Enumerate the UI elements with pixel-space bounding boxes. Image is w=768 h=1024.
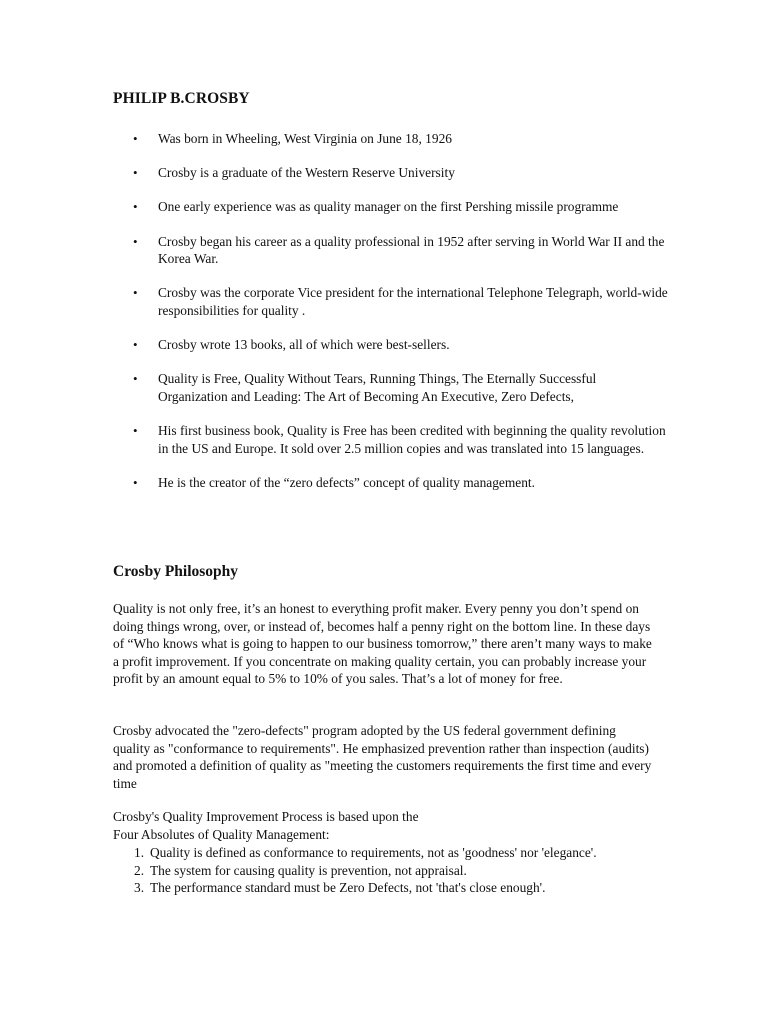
list-item (0, 233, 768, 268)
list-item-text: Quality is defined as conformance to requirements, not as 'goodness' nor 'elegance'. (150, 845, 597, 860)
list-item (0, 164, 768, 182)
philosophy-paragraph: Quality is not only free, it’s an honest to everything profit maker. Every penny you don’t spend on doing things wrong, over, or instead of, becomes half a penny right on the bottom line. In these days of “Who knows what is going to happen to our business tomorrow,” there aren’t many ways to make a profit improvement. If you concentrate on making quality certain, you can probably increase your profit by an amount equal to 5% to 10% of you sales. That’s a lot of money for free. (113, 601, 652, 687)
list-number: 3. (134, 880, 145, 896)
list-item-text: The system for causing quality is prevention, not appraisal. (150, 862, 467, 878)
list-item-text: Crosby is a graduate of the Western Reserve University (158, 165, 455, 181)
page-title: PHILIP B.CROSBY (113, 90, 250, 107)
list-item (0, 284, 768, 319)
absolutes-list (113, 844, 673, 897)
bullet-icon: • (133, 199, 138, 215)
list-item (0, 130, 768, 148)
bullet-icon: • (133, 131, 138, 146)
list-number: 1. (134, 845, 145, 860)
list-number: 2. (134, 862, 145, 878)
list-item-text: Crosby wrote 13 books, all of which were best-sellers. (158, 337, 450, 353)
bullet-icon: • (133, 285, 138, 301)
list-item-text: Was born in Wheeling, West Virginia on June 18, 1926 (158, 131, 452, 146)
list-item (0, 336, 768, 354)
list-item-text: Quality is Free, Quality Without Tears, Running Things, The Eternally Successful Organization and Leading: The Art of Becoming An Executive, Zero Defects, (158, 371, 597, 404)
bullet-icon: • (133, 337, 138, 353)
list-item-text: He is the creator of the “zero defects” concept of quality management. (158, 474, 535, 490)
list-item-text: The performance standard must be Zero Defects, not 'that's close enough'. (150, 880, 546, 896)
bullet-icon: • (133, 165, 138, 181)
list-item-text: Crosby began his career as a quality professional in 1952 after serving in World War II and the Korea War. (158, 233, 665, 267)
list-item (113, 844, 673, 862)
list-item (0, 474, 768, 492)
list-item (0, 198, 768, 216)
paragraph-line: Four Absolutes of Quality Management: (113, 826, 330, 842)
bullet-icon: • (133, 423, 138, 439)
section-heading: Crosby Philosophy (113, 563, 239, 580)
list-item (113, 862, 673, 880)
bullet-icon: • (133, 474, 138, 490)
bullet-icon: • (133, 371, 138, 387)
bullet-icon: • (133, 233, 138, 249)
improvement-process-paragraph (113, 808, 653, 843)
list-item (0, 422, 768, 457)
list-item-text: His first business book, Quality is Free has been credited with beginning the quality revolution in the US and Europe. It sold over 2.5 million copies and was translated into 15 languages. (158, 423, 666, 456)
list-item-text: Crosby was the corporate Vice president for the international Telephone Telegraph, world-wide responsibilities for quality . (158, 285, 668, 318)
list-item (113, 879, 673, 897)
paragraph-line: Crosby's Quality Improvement Process is based upon the (113, 809, 419, 824)
list-item-text: One early experience was as quality manager on the first Pershing missile programme (158, 199, 619, 215)
zero-defects-paragraph: Crosby advocated the "zero-defects" program adopted by the US federal government defining quality as "conformance to requirements". He emphasized prevention rather than inspection (audits) and promoted a definition of quality as "meeting the customers requirements the first time and every time (113, 723, 652, 791)
bio-bullet-list (0, 130, 768, 508)
list-item (0, 370, 768, 405)
